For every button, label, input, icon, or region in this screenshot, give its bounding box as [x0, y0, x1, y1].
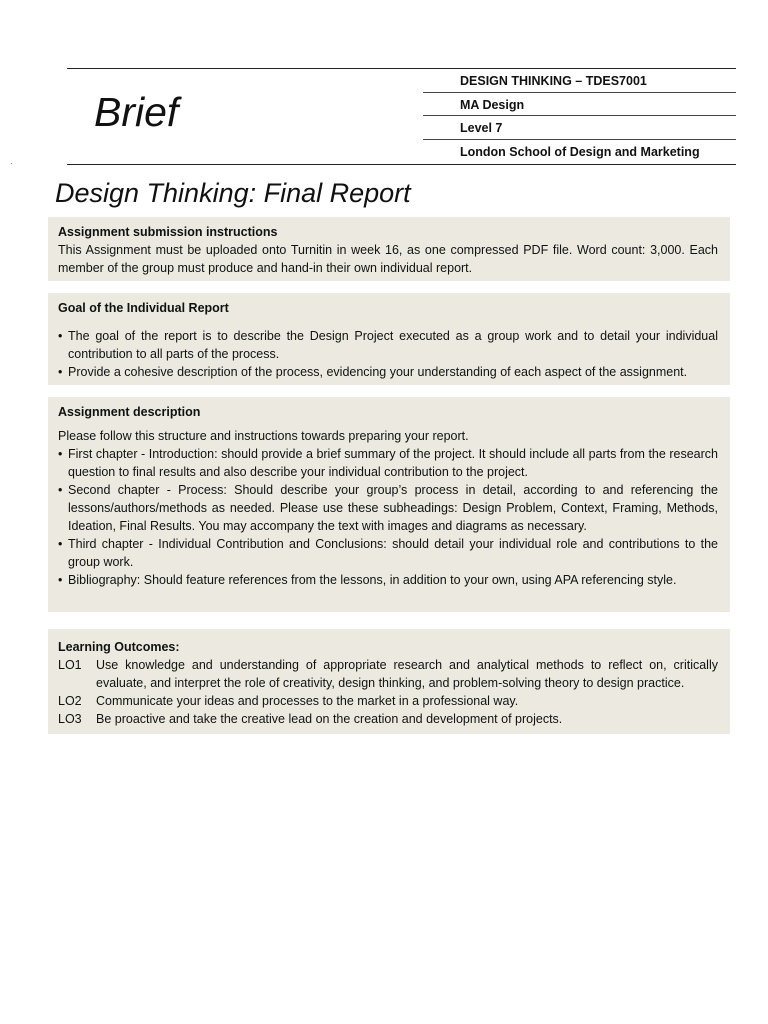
description-heading: Assignment description [58, 405, 201, 419]
level: Level 7 [423, 116, 736, 140]
page-title: Design Thinking: Final Report [55, 178, 411, 208]
submission-text: This Assignment must be uploaded onto Turnitin in week 16, as one compressed PDF file. Word count: 3,000. Each member of the group must produce and hand-in their own individual report. [58, 243, 718, 275]
stray-mark: · [10, 159, 13, 168]
list-item: • Bibliography: Should feature references from the lessons, in addition to your own, using APA referencing style. [58, 571, 718, 589]
list-item: • The goal of the report is to describe the Design Project executed as a group work and to detail your individual contribution to all parts of the process. [58, 327, 718, 363]
course-code: DESIGN THINKING – TDES7001 [423, 69, 736, 93]
goal-box [48, 293, 730, 385]
outcomes-heading: Learning Outcomes: [58, 640, 180, 654]
outcome-row [58, 692, 718, 710]
goal-heading: Goal of the Individual Report [58, 301, 229, 315]
description-intro: Please follow this structure and instructions towards preparing your report. [58, 429, 469, 443]
outcome-text: Use knowledge and understanding of appropriate research and analytical methods to reflect on, critically evaluate, and interpret the role of creativity, design thinking, and problem-solving theory to design practice. [96, 658, 718, 690]
description-box [48, 397, 730, 612]
list-item: • Provide a cohesive description of the process, evidencing your understanding of each aspect of the assignment. [58, 363, 718, 381]
course-meta-table [423, 69, 736, 163]
list-item: • Third chapter - Individual Contribution and Conclusions: should detail your individual role and contributions to the group work. [58, 535, 718, 571]
outcome-text: Communicate your ideas and processes to the market in a professional way. [96, 694, 519, 708]
goal-list [58, 327, 718, 381]
outcome-code: LO3 [58, 712, 82, 726]
outcome-row [58, 656, 718, 692]
outcome-code: LO1 [58, 658, 82, 672]
list-item: • First chapter - Introduction: should provide a brief summary of the project. It should include all parts from the research question to final results and also describe your individual contribution to the project. [58, 445, 718, 481]
submission-heading: Assignment submission instructions [58, 225, 278, 239]
programme: MA Design [423, 93, 736, 117]
institution: London School of Design and Marketing [460, 144, 700, 159]
description-list [58, 445, 718, 589]
brief-title: Brief [94, 89, 179, 135]
outcome-code: LO2 [58, 694, 82, 708]
submission-box [48, 217, 730, 281]
document-header [67, 68, 736, 165]
outcomes-box [48, 629, 730, 734]
outcome-row [58, 710, 718, 728]
list-item: • Second chapter - Process: Should describe your group’s process in detail, according to and referencing the lessons/authors/methods as needed. Please use these subheadings: Design Problem, Context, Framing, Methods, Ideation, Final Results. You may accompany the text with images and diagrams as necessary. [58, 481, 718, 535]
outcome-text: Be proactive and take the creative lead on the creation and development of projects. [96, 712, 563, 726]
